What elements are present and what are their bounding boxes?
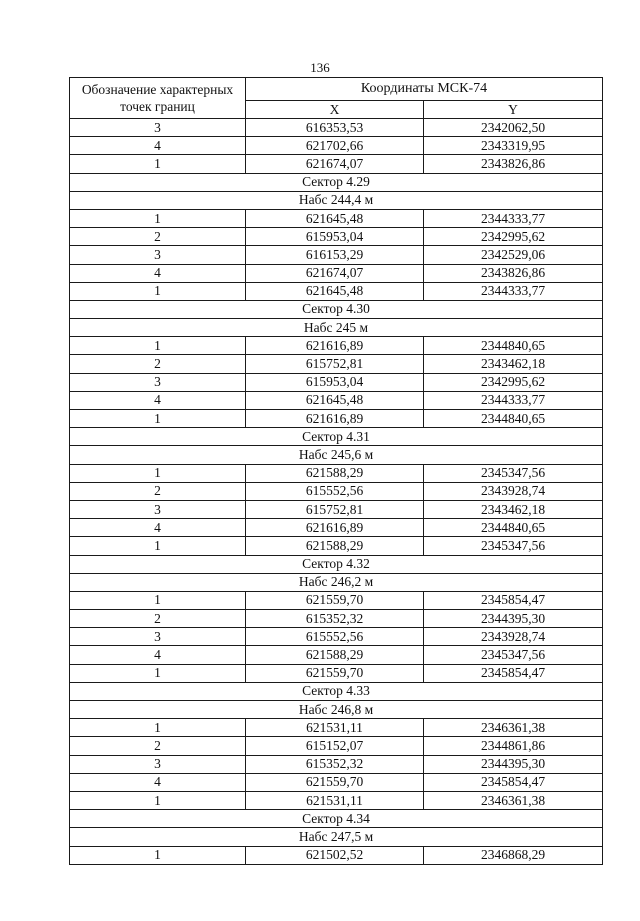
x-coordinate-cell: 615953,04 <box>246 228 424 246</box>
point-number-cell: 1 <box>70 846 246 864</box>
table-row <box>70 664 603 682</box>
y-coordinate-cell: 2342529,06 <box>424 246 603 264</box>
point-number-cell: 4 <box>70 773 246 791</box>
table-row <box>70 209 603 227</box>
table-row <box>70 155 603 173</box>
table-row <box>70 464 603 482</box>
point-number-cell: 4 <box>70 519 246 537</box>
table-row <box>70 282 603 300</box>
x-coordinate-cell: 621588,29 <box>246 646 424 664</box>
table-row <box>70 719 603 737</box>
point-number-cell: 4 <box>70 137 246 155</box>
y-coordinate-cell: 2346868,29 <box>424 846 603 864</box>
y-coordinate-cell: 2344395,30 <box>424 610 603 628</box>
y-coordinate-cell: 2345854,47 <box>424 664 603 682</box>
x-coordinate-cell: 621502,52 <box>246 846 424 864</box>
section-row <box>70 555 603 573</box>
y-coordinate-cell: 2344840,65 <box>424 337 603 355</box>
section-label: Сектор 4.29 <box>70 173 603 191</box>
x-coordinate-cell: 621531,11 <box>246 719 424 737</box>
point-number-cell: 3 <box>70 246 246 264</box>
section-row <box>70 191 603 209</box>
x-coordinate-cell: 621674,07 <box>246 155 424 173</box>
header-point-designation: Обозначение характерных точек границ <box>70 78 246 119</box>
table-row <box>70 228 603 246</box>
point-number-cell: 3 <box>70 500 246 518</box>
point-number-cell: 1 <box>70 337 246 355</box>
x-coordinate-cell: 615752,81 <box>246 355 424 373</box>
section-row <box>70 300 603 318</box>
x-coordinate-cell: 621588,29 <box>246 464 424 482</box>
table-row <box>70 246 603 264</box>
y-coordinate-cell: 2343462,18 <box>424 355 603 373</box>
table-row <box>70 737 603 755</box>
table-row <box>70 264 603 282</box>
section-label: Набс 244,4 м <box>70 191 603 209</box>
y-coordinate-cell: 2344840,65 <box>424 410 603 428</box>
x-coordinate-cell: 621702,66 <box>246 137 424 155</box>
x-coordinate-cell: 621588,29 <box>246 537 424 555</box>
x-coordinate-cell: 621559,70 <box>246 591 424 609</box>
section-label: Сектор 4.32 <box>70 555 603 573</box>
point-number-cell: 1 <box>70 282 246 300</box>
point-number-cell: 3 <box>70 755 246 773</box>
x-coordinate-cell: 616153,29 <box>246 246 424 264</box>
point-number-cell: 2 <box>70 228 246 246</box>
table-row <box>70 846 603 864</box>
x-coordinate-cell: 621674,07 <box>246 264 424 282</box>
y-coordinate-cell: 2344333,77 <box>424 391 603 409</box>
y-coordinate-cell: 2345854,47 <box>424 591 603 609</box>
section-label: Набс 245 м <box>70 319 603 337</box>
y-coordinate-cell: 2344861,86 <box>424 737 603 755</box>
section-label: Набс 246,8 м <box>70 701 603 719</box>
x-coordinate-cell: 621559,70 <box>246 664 424 682</box>
table-body <box>70 119 603 865</box>
table-row <box>70 755 603 773</box>
section-row <box>70 319 603 337</box>
x-coordinate-cell: 621645,48 <box>246 209 424 227</box>
point-number-cell: 1 <box>70 591 246 609</box>
table-row <box>70 646 603 664</box>
table-row <box>70 537 603 555</box>
point-number-cell: 1 <box>70 410 246 428</box>
section-label: Сектор 4.31 <box>70 428 603 446</box>
y-coordinate-cell: 2343826,86 <box>424 264 603 282</box>
x-coordinate-cell: 621616,89 <box>246 519 424 537</box>
point-number-cell: 2 <box>70 355 246 373</box>
section-row <box>70 828 603 846</box>
x-coordinate-cell: 621645,48 <box>246 391 424 409</box>
header-y: Y <box>424 101 603 119</box>
table-row <box>70 482 603 500</box>
table-row <box>70 137 603 155</box>
table-row <box>70 391 603 409</box>
y-coordinate-cell: 2345347,56 <box>424 646 603 664</box>
y-coordinate-cell: 2344395,30 <box>424 755 603 773</box>
y-coordinate-cell: 2342995,62 <box>424 373 603 391</box>
y-coordinate-cell: 2345347,56 <box>424 537 603 555</box>
point-number-cell: 4 <box>70 391 246 409</box>
x-coordinate-cell: 615352,32 <box>246 755 424 773</box>
x-coordinate-cell: 615152,07 <box>246 737 424 755</box>
section-row <box>70 428 603 446</box>
table-row <box>70 791 603 809</box>
point-number-cell: 2 <box>70 482 246 500</box>
table-row <box>70 355 603 373</box>
page-number: 136 <box>310 60 330 75</box>
point-number-cell: 2 <box>70 737 246 755</box>
section-label: Сектор 4.34 <box>70 810 603 828</box>
y-coordinate-cell: 2343928,74 <box>424 482 603 500</box>
point-number-cell: 3 <box>70 628 246 646</box>
y-coordinate-cell: 2344840,65 <box>424 519 603 537</box>
x-coordinate-cell: 621645,48 <box>246 282 424 300</box>
coordinates-table <box>69 77 603 865</box>
table-row <box>70 610 603 628</box>
point-number-cell: 4 <box>70 264 246 282</box>
point-number-cell: 1 <box>70 664 246 682</box>
section-row <box>70 810 603 828</box>
x-coordinate-cell: 615752,81 <box>246 500 424 518</box>
point-number-cell: 1 <box>70 209 246 227</box>
y-coordinate-cell: 2344333,77 <box>424 282 603 300</box>
point-number-cell: 1 <box>70 791 246 809</box>
header-coordinates-group: Координаты МСК-74 <box>246 78 603 101</box>
y-coordinate-cell: 2343826,86 <box>424 155 603 173</box>
x-coordinate-cell: 615953,04 <box>246 373 424 391</box>
point-number-cell: 4 <box>70 646 246 664</box>
section-row <box>70 446 603 464</box>
x-coordinate-cell: 615352,32 <box>246 610 424 628</box>
section-label: Сектор 4.30 <box>70 300 603 318</box>
y-coordinate-cell: 2346361,38 <box>424 791 603 809</box>
y-coordinate-cell: 2343462,18 <box>424 500 603 518</box>
point-number-cell: 1 <box>70 155 246 173</box>
x-coordinate-cell: 621531,11 <box>246 791 424 809</box>
section-row <box>70 573 603 591</box>
header-x: X <box>246 101 424 119</box>
table-row <box>70 500 603 518</box>
y-coordinate-cell: 2343928,74 <box>424 628 603 646</box>
section-label: Сектор 4.33 <box>70 682 603 700</box>
x-coordinate-cell: 621616,89 <box>246 337 424 355</box>
y-coordinate-cell: 2346361,38 <box>424 719 603 737</box>
table-row <box>70 373 603 391</box>
section-label: Набс 245,6 м <box>70 446 603 464</box>
table-row <box>70 410 603 428</box>
point-number-cell: 1 <box>70 719 246 737</box>
section-label: Набс 247,5 м <box>70 828 603 846</box>
table-row <box>70 591 603 609</box>
y-coordinate-cell: 2343319,95 <box>424 137 603 155</box>
table-row <box>70 519 603 537</box>
section-row <box>70 682 603 700</box>
section-label: Набс 246,2 м <box>70 573 603 591</box>
section-row <box>70 173 603 191</box>
point-number-cell: 1 <box>70 464 246 482</box>
y-coordinate-cell: 2345347,56 <box>424 464 603 482</box>
table-row <box>70 773 603 791</box>
point-number-cell: 3 <box>70 119 246 137</box>
x-coordinate-cell: 615552,56 <box>246 482 424 500</box>
table-row <box>70 628 603 646</box>
y-coordinate-cell: 2342995,62 <box>424 228 603 246</box>
y-coordinate-cell: 2342062,50 <box>424 119 603 137</box>
x-coordinate-cell: 621616,89 <box>246 410 424 428</box>
point-number-cell: 3 <box>70 373 246 391</box>
point-number-cell: 2 <box>70 610 246 628</box>
x-coordinate-cell: 616353,53 <box>246 119 424 137</box>
x-coordinate-cell: 615552,56 <box>246 628 424 646</box>
table-row <box>70 119 603 137</box>
table-header <box>70 78 603 119</box>
x-coordinate-cell: 621559,70 <box>246 773 424 791</box>
section-row <box>70 701 603 719</box>
y-coordinate-cell: 2345854,47 <box>424 773 603 791</box>
table-row <box>70 337 603 355</box>
point-number-cell: 1 <box>70 537 246 555</box>
y-coordinate-cell: 2344333,77 <box>424 209 603 227</box>
